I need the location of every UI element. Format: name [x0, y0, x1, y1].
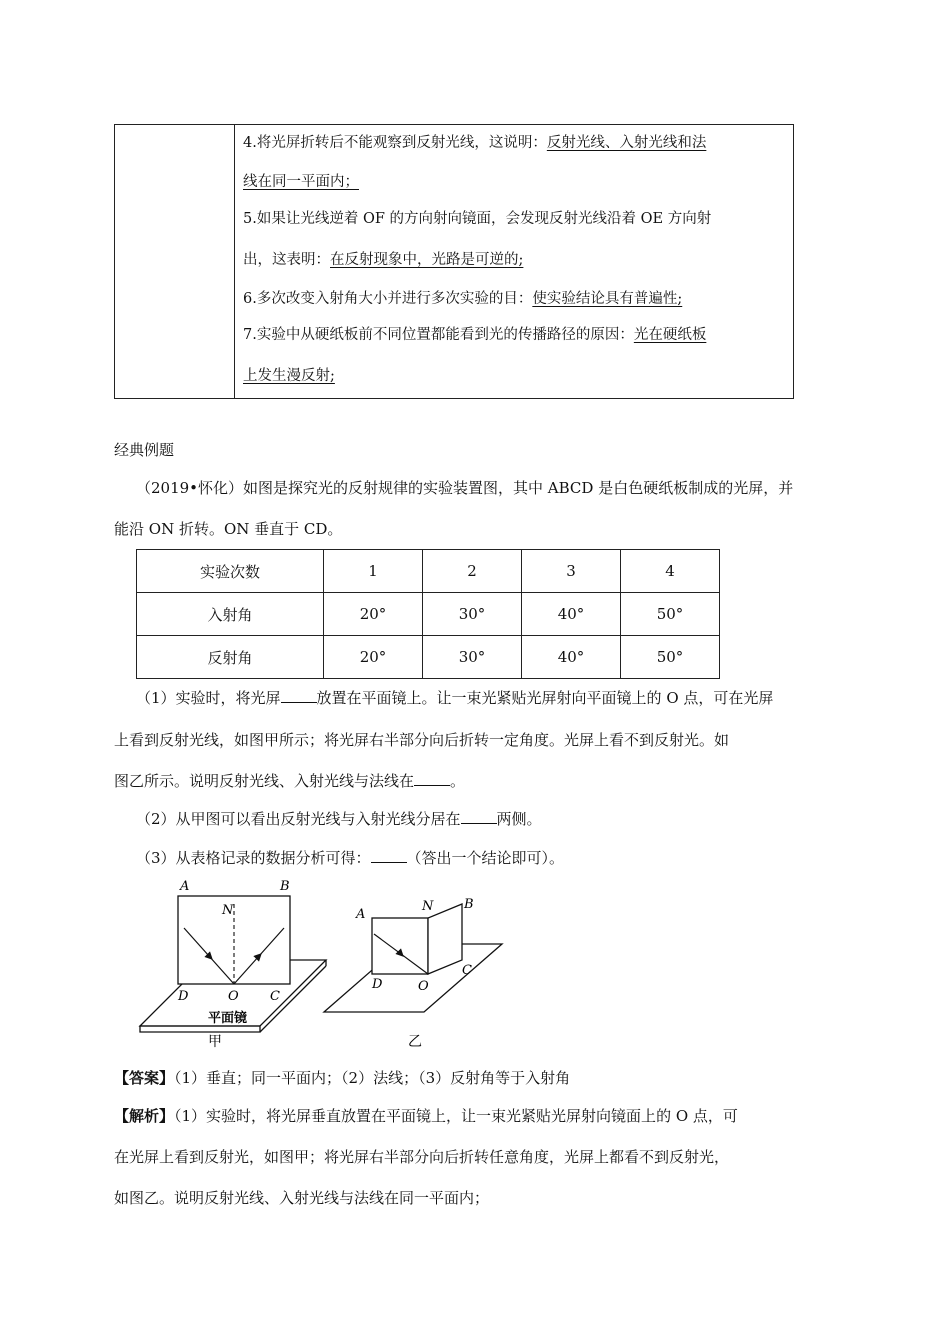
- jia-label-n: N: [222, 903, 234, 918]
- analysis-text-1: （1）实验时，将光屏垂直放置在平面镜上，让一束光紧贴光屏射向镜面上的 O 点，可: [174, 1107, 738, 1125]
- box-line-4-answer: 反射光线、入射光线和法: [546, 135, 707, 151]
- table-row: [137, 593, 720, 636]
- table-cell: 50°: [621, 636, 720, 679]
- jia-mirror-edge: [140, 1026, 260, 1032]
- table-row: [137, 636, 720, 679]
- yi-label-o: O: [418, 979, 429, 994]
- jia-label-c: C: [270, 989, 280, 1004]
- analysis-line-2: 在光屏上看到反射光，如图甲；将光屏右半部分向后折转任意角度，光屏上都看不到反射光，: [114, 1148, 730, 1166]
- box-line-7: [243, 325, 706, 345]
- q1-text-b: 放置在平面镜上。让一束光紧贴光屏射向平面镜上的 O 点，可在光屏: [316, 689, 774, 707]
- box-divider: [234, 125, 235, 398]
- box-line-4-cont: [243, 172, 359, 192]
- jia-label-a: A: [180, 879, 190, 894]
- box-line-6-answer: 使实验结论具有普遍性;: [532, 291, 683, 307]
- yi-screen-right: [428, 904, 462, 974]
- yi-label-a: A: [356, 907, 366, 922]
- sub-question-3: [136, 848, 564, 868]
- yi-label-b: B: [464, 897, 474, 912]
- sub-question-1-line-2: 上看到反射光线，如图甲所示；将光屏右半部分向后折转一定角度。光屏上看不到反射光。如: [114, 731, 730, 749]
- table-cell: 50°: [621, 593, 720, 636]
- yi-label-d: D: [372, 977, 383, 992]
- question-line-2: 能沿 ON 折转。ON 垂直于 CD。: [114, 520, 343, 538]
- jia-label-b: B: [280, 879, 290, 894]
- answer-line: [114, 1068, 570, 1088]
- table-cell: 40°: [522, 593, 621, 636]
- box-line-4: [243, 133, 706, 153]
- box-line-6-text: 6.多次改变入射角大小并进行多次实验的目：: [243, 291, 533, 307]
- figure-jia: [140, 879, 326, 1050]
- table-header-row: [137, 550, 720, 593]
- question-line-1: （2019•怀化）如图是探究光的反射规律的实验装置图，其中 ABCD 是白色硬纸板制成的光屏，并: [136, 479, 794, 497]
- q1-text-c: 图乙所示。说明反射光线、入射光线与法线在: [114, 772, 415, 790]
- box-line-7-text: 7.实验中从硬纸板前不同位置都能看到光的传播路径的原因：: [243, 327, 634, 343]
- table-cell: 40°: [522, 636, 621, 679]
- yi-label-n: N: [422, 899, 434, 914]
- analysis-tag: 【解析】: [114, 1107, 175, 1125]
- box-line-5-text: 5.如果让光线逆着 OF 的方向射向镜面，会发现反射光线沿着 OE 方向射: [243, 211, 712, 227]
- q1-text-d: 。: [450, 772, 466, 790]
- q2-text-b: 两侧。: [496, 810, 542, 828]
- sub-question-1-line-1: [136, 688, 773, 708]
- table-header-cell: 实验次数: [137, 550, 324, 593]
- reflection-figures: [136, 874, 474, 1054]
- answer-blank: [371, 848, 407, 863]
- figure-yi: [324, 897, 502, 1050]
- answer-blank: [461, 809, 497, 824]
- yi-screen-left: [372, 918, 428, 974]
- table-header-cell: 3: [522, 550, 621, 593]
- box-line-5-text-cont: 出，这表明：: [243, 252, 330, 268]
- box-line-5: [243, 209, 711, 229]
- answer-blank: [281, 688, 317, 703]
- table-cell: 30°: [423, 636, 522, 679]
- box-line-7-cont: [243, 366, 335, 386]
- jia-caption: 甲: [208, 1034, 222, 1050]
- answer-tag: 【答案】: [114, 1069, 175, 1087]
- q3-text-a: （3）从表格记录的数据分析可得：: [136, 849, 371, 867]
- sub-question-2: [136, 809, 542, 829]
- table-cell: 20°: [324, 593, 423, 636]
- yi-caption: 乙: [408, 1034, 422, 1050]
- table-header-cell: 2: [423, 550, 522, 593]
- table-header-cell: 4: [621, 550, 720, 593]
- box-line-5-cont: [243, 250, 523, 270]
- q2-text-a: （2）从甲图可以看出反射光线与入射光线分居在: [136, 810, 461, 828]
- box-line-4-text: 4.将光屏折转后不能观察到反射光线，这说明：: [243, 135, 547, 151]
- sub-question-1-line-3: [114, 771, 465, 791]
- analysis-line-3: 如图乙。说明反射光线、入射光线与法线在同一平面内；: [114, 1189, 490, 1207]
- jia-label-d: D: [178, 989, 189, 1004]
- box-line-6: [243, 289, 682, 309]
- box-line-4-answer-cont: 线在同一平面内；: [243, 174, 359, 190]
- yi-label-c: C: [462, 963, 472, 978]
- jia-label-o: O: [228, 989, 239, 1004]
- section-title: 经典例题: [114, 441, 175, 459]
- box-line-5-answer: 在反射现象中，光路是可逆的;: [330, 252, 524, 268]
- box-line-7-answer-cont: 上发生漫反射;: [243, 368, 335, 384]
- analysis-line-1: [114, 1106, 738, 1126]
- jia-mirror-label: 平面镜: [208, 1011, 248, 1026]
- q3-text-b: （答出一个结论即可）。: [406, 849, 565, 867]
- table-header-cell: 1: [324, 550, 423, 593]
- table-cell: 反射角: [137, 636, 324, 679]
- table-cell: 入射角: [137, 593, 324, 636]
- data-table: [136, 549, 720, 679]
- conclusion-box: [114, 124, 794, 399]
- box-line-7-answer: 光在硬纸板: [633, 327, 707, 343]
- table-cell: 30°: [423, 593, 522, 636]
- table-cell: 20°: [324, 636, 423, 679]
- answer-text: （1）垂直；同一平面内；（2）法线；（3）反射角等于入射角: [174, 1069, 571, 1087]
- answer-blank: [414, 771, 450, 786]
- q1-text-a: （1）实验时，将光屏: [136, 689, 281, 707]
